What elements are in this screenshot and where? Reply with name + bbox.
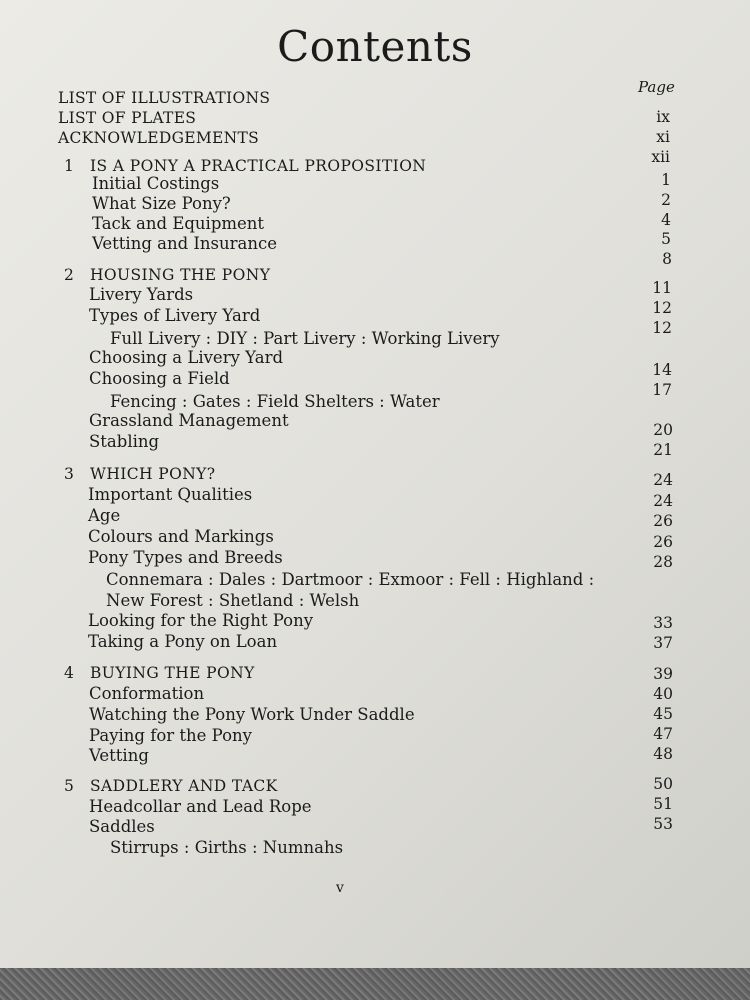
chapter-2-subitem: Full Livery : DIY : Part Livery : Working Livery xyxy=(110,329,500,348)
page-number: 2 xyxy=(661,191,671,209)
page-number: 48 xyxy=(653,745,673,763)
page-number: 8 xyxy=(662,250,672,268)
chapter-2-item: Livery Yards xyxy=(89,285,194,304)
page-number: 12 xyxy=(652,299,672,317)
chapter-2-item: Grassland Management xyxy=(89,411,289,430)
chapter-4-title: BUYING THE PONY xyxy=(90,664,255,682)
chapter-2-number: 2 xyxy=(64,266,75,284)
chapter-5-item: Saddles xyxy=(89,817,155,836)
page-number: 51 xyxy=(653,795,673,813)
page-number: 5 xyxy=(661,230,671,248)
page-number: 26 xyxy=(653,512,673,530)
chapter-4-item: Conformation xyxy=(89,684,205,703)
chapter-2-title: HOUSING THE PONY xyxy=(90,266,271,284)
front-matter-illustrations: LIST OF ILLUSTRATIONS xyxy=(58,89,271,107)
chapter-2-item: Stabling xyxy=(89,432,160,451)
page-number: 39 xyxy=(653,665,673,683)
page-number: 33 xyxy=(653,614,673,632)
chapter-4-item: Paying for the Pony xyxy=(89,726,252,745)
page-number: 14 xyxy=(652,361,672,379)
chapter-1-item: Tack and Equipment xyxy=(92,214,265,233)
chapter-2-item: Choosing a Livery Yard xyxy=(89,348,284,367)
chapter-4-item: Vetting xyxy=(89,746,149,765)
chapter-1-item: Vetting and Insurance xyxy=(92,234,278,253)
chapter-3-item: Pony Types and Breeds xyxy=(88,548,283,567)
chapter-3-subitem: New Forest : Shetland : Welsh xyxy=(106,591,360,610)
page-number: 47 xyxy=(653,725,673,743)
page-number: 24 xyxy=(653,492,673,510)
page-number: 11 xyxy=(652,279,672,297)
page-number: 50 xyxy=(653,775,673,793)
chapter-1-item: Initial Costings xyxy=(92,174,220,193)
page-number: 20 xyxy=(653,421,673,439)
chapter-5-item: Headcollar and Lead Rope xyxy=(89,797,312,816)
chapter-2-subitem: Fencing : Gates : Field Shelters : Water xyxy=(110,392,440,411)
chapter-4-item: Watching the Pony Work Under Saddle xyxy=(89,705,415,724)
front-matter-acknowledgements: ACKNOWLEDGEMENTS xyxy=(58,129,260,147)
background-surface xyxy=(0,968,750,1000)
page-number: 53 xyxy=(653,815,673,833)
chapter-2-item: Types of Livery Yard xyxy=(89,306,261,325)
page-number: xi xyxy=(656,128,670,146)
chapter-3-item: Looking for the Right Pony xyxy=(88,611,314,630)
page-number: 17 xyxy=(652,381,672,399)
chapter-3-item: Taking a Pony on Loan xyxy=(88,632,278,651)
chapter-1-number: 1 xyxy=(64,157,75,175)
page-number: 12 xyxy=(652,319,672,337)
page-number: 21 xyxy=(653,441,673,459)
page-number: 37 xyxy=(653,634,673,652)
page-number: ix xyxy=(656,108,670,126)
chapter-1-item: What Size Pony? xyxy=(92,194,231,213)
chapter-5-number: 5 xyxy=(64,777,75,795)
page-title: Contents xyxy=(277,22,473,71)
chapter-3-item: Important Qualities xyxy=(88,485,253,504)
chapter-3-subitem: Connemara : Dales : Dartmoor : Exmoor : Fell : Highland : xyxy=(106,570,595,589)
page-number: 40 xyxy=(653,685,673,703)
page-number: 1 xyxy=(661,171,671,189)
page-number: 24 xyxy=(653,471,673,489)
chapter-5-title: SADDLERY AND TACK xyxy=(90,777,278,795)
front-matter-plates: LIST OF PLATES xyxy=(58,109,197,127)
page-number: xii xyxy=(651,148,670,166)
chapter-3-title: WHICH PONY? xyxy=(90,465,216,483)
chapter-1-title: IS A PONY A PRACTICAL PROPOSITION xyxy=(90,157,427,175)
page-number: 26 xyxy=(653,533,673,551)
chapter-3-item: Colours and Markings xyxy=(88,527,274,546)
chapter-2-item: Choosing a Field xyxy=(89,369,230,388)
page-folio: v xyxy=(336,880,344,896)
chapter-4-number: 4 xyxy=(64,664,75,682)
chapter-3-number: 3 xyxy=(64,465,75,483)
page-number: 4 xyxy=(661,211,671,229)
chapter-3-item: Age xyxy=(88,506,121,525)
page-number: 28 xyxy=(653,553,673,571)
chapter-5-subitem: Stirrups : Girths : Numnahs xyxy=(110,838,344,857)
page-column-label: Page xyxy=(638,78,675,96)
page-number: 45 xyxy=(653,705,673,723)
